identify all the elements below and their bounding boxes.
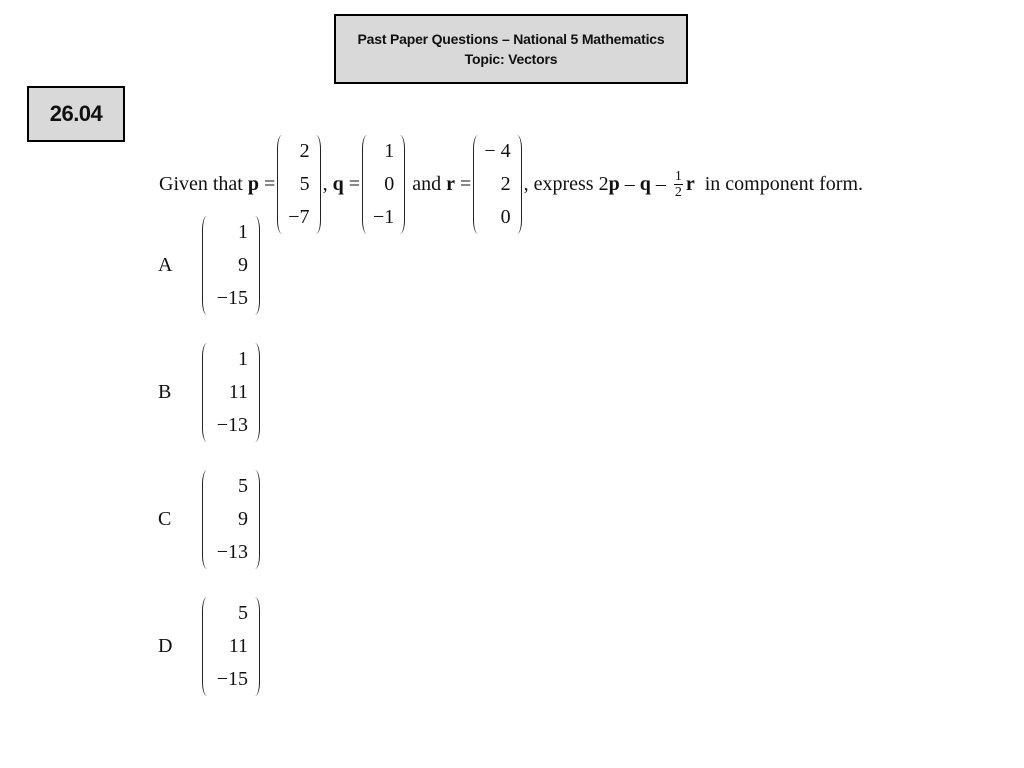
- option-component: 9: [238, 253, 248, 276]
- option-b: [158, 343, 262, 441]
- right-paren: [512, 135, 522, 234]
- fraction-denominator: 2: [674, 184, 682, 200]
- option-d: [158, 597, 262, 695]
- and-text: and: [407, 172, 447, 195]
- expression-q: q: [639, 172, 651, 195]
- option-vector: [202, 470, 260, 569]
- left-paren: [202, 343, 212, 442]
- express-text: , express 2: [523, 172, 609, 195]
- r-component-3: 0: [500, 205, 511, 228]
- option-component: 1: [238, 220, 248, 243]
- p-equals: =: [259, 172, 276, 195]
- p-component-2: 5: [299, 172, 310, 195]
- right-paren: [250, 470, 260, 569]
- option-vector: [202, 597, 260, 696]
- p-label: p: [247, 172, 259, 195]
- option-vector: [202, 343, 260, 442]
- r-vector: [473, 135, 521, 234]
- right-paren: [250, 597, 260, 696]
- option-label: D: [158, 634, 173, 657]
- r-component-2: 2: [500, 172, 511, 195]
- r-component-1: − 4: [484, 139, 511, 162]
- fraction-half: [674, 169, 683, 200]
- question-number: 26.04: [27, 86, 125, 142]
- option-label: B: [158, 380, 172, 403]
- left-paren: [473, 135, 483, 234]
- p-component-1: 2: [299, 139, 310, 162]
- left-paren: [277, 135, 287, 234]
- question-text: [159, 138, 863, 230]
- option-component: −13: [216, 540, 248, 563]
- question-intro: Given that: [159, 172, 248, 195]
- fraction-numerator: 1: [674, 168, 682, 184]
- q-label: q: [332, 172, 344, 195]
- left-paren: [362, 135, 372, 234]
- question-tail: in component form.: [694, 172, 864, 195]
- q-equals: =: [343, 172, 360, 195]
- option-c: [158, 470, 262, 568]
- right-paren: [250, 216, 260, 315]
- title-line-2: Topic: Vectors: [464, 51, 558, 67]
- title-box: [334, 14, 688, 84]
- option-component: −13: [216, 413, 248, 436]
- option-vector: [202, 216, 260, 315]
- comma: ,: [322, 172, 333, 195]
- left-paren: [202, 470, 212, 569]
- right-paren: [311, 135, 321, 234]
- option-component: −15: [216, 286, 248, 309]
- option-component: 5: [238, 474, 248, 497]
- expression-r: r: [685, 172, 695, 195]
- expression-p: p: [608, 172, 620, 195]
- option-component: 11: [228, 380, 248, 403]
- q-component-3: −1: [372, 205, 395, 228]
- q-vector: [362, 135, 405, 234]
- option-a: [158, 216, 262, 314]
- option-component: 1: [238, 347, 248, 370]
- title-line-1: Past Paper Questions – National 5 Mathematics: [357, 31, 665, 47]
- left-paren: [202, 216, 212, 315]
- option-component: −15: [216, 667, 248, 690]
- option-component: 5: [238, 601, 248, 624]
- option-component: 11: [228, 634, 248, 657]
- right-paren: [395, 135, 405, 234]
- r-equals: =: [455, 172, 472, 195]
- p-component-3: −7: [288, 205, 310, 228]
- left-paren: [202, 597, 212, 696]
- option-label: C: [158, 507, 172, 530]
- minus-sign: –: [619, 172, 640, 195]
- option-component: 9: [238, 507, 248, 530]
- r-label: r: [446, 172, 456, 195]
- minus-sign: –: [650, 172, 671, 195]
- p-vector: [277, 135, 320, 234]
- q-component-2: 0: [384, 172, 395, 195]
- right-paren: [250, 343, 260, 442]
- option-label: A: [158, 253, 173, 276]
- q-component-1: 1: [384, 139, 395, 162]
